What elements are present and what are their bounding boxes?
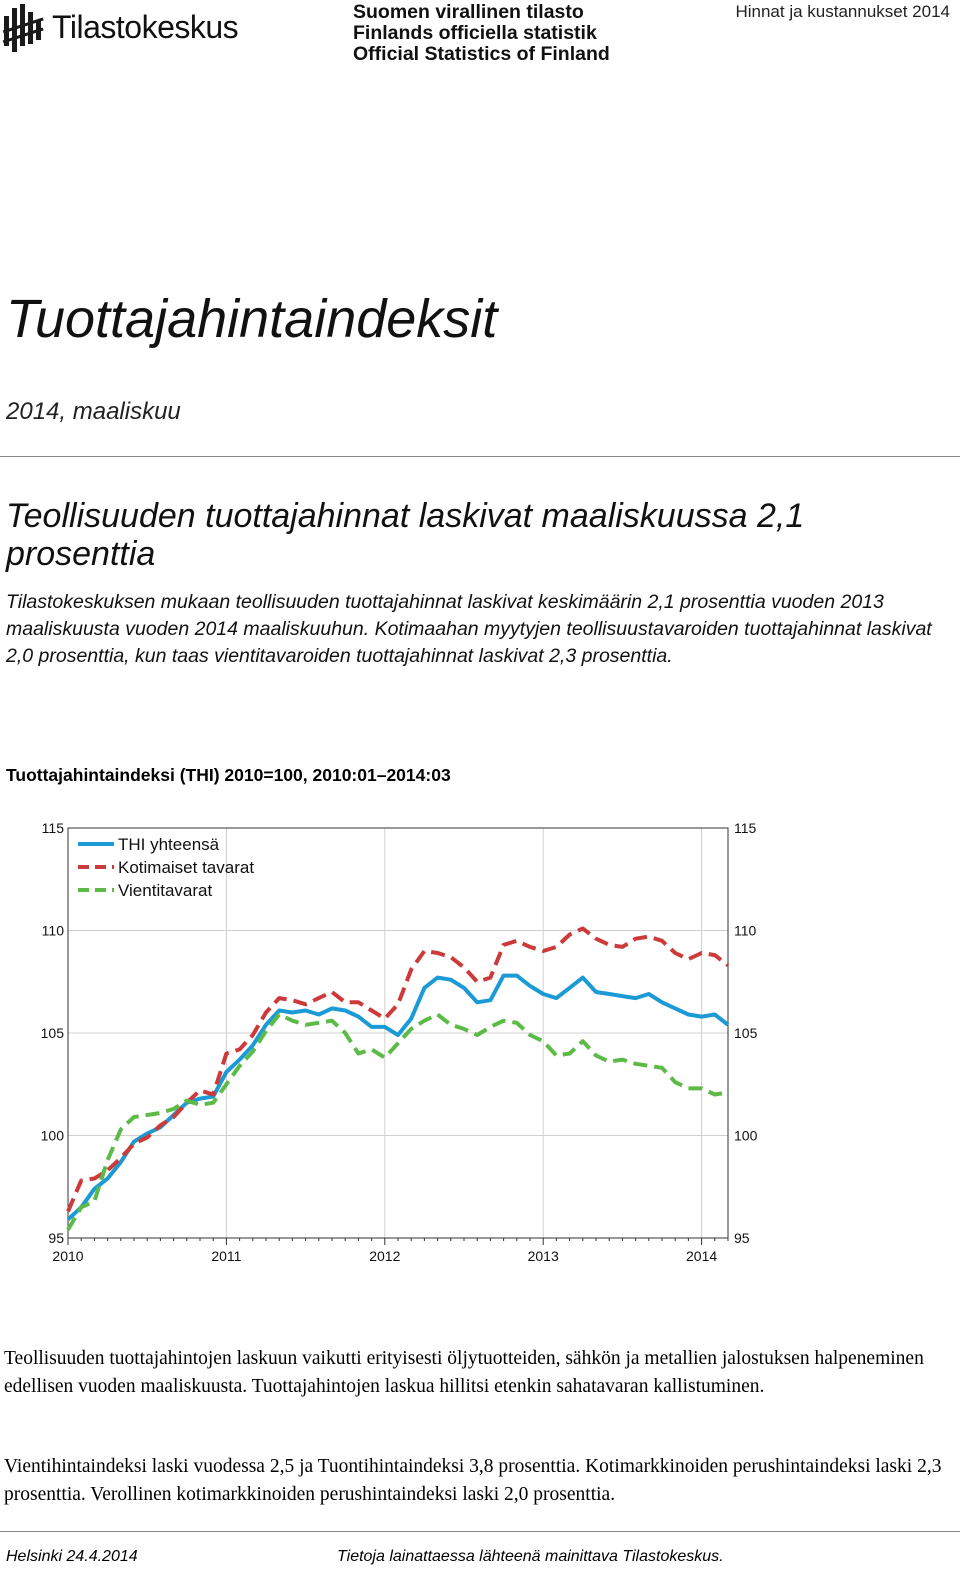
body-paragraph-2: Vientihintaindeksi laski vuodessa 2,5 ja Tuontihintaindeksi 3,8 prosenttia. Kotimarkkinoiden perushintaindeksi laski 2,3 prosenttia. Verollinen kotimarkkinoiden perushintaindeksi laski 2,0 prosenttia. xyxy=(4,1456,942,1505)
y-tick-label-right: 110 xyxy=(734,922,757,939)
footer-divider xyxy=(0,1531,960,1532)
divider xyxy=(0,456,960,457)
series-line-2 xyxy=(68,929,728,1212)
legend-label: Vientitavarat xyxy=(118,881,213,900)
footer-citation: Tietoja lainattaessa lähteenä mainittava Tilastokeskus. xyxy=(337,1548,724,1565)
official-statistics-label xyxy=(353,2,610,65)
footer-place-date: Helsinki 24.4.2014 xyxy=(6,1548,138,1565)
publication-label: Hinnat ja kustannukset 2014 xyxy=(735,2,950,21)
chart-svg xyxy=(0,815,780,1275)
logo-wordmark: Tilastokeskus xyxy=(52,8,239,45)
tilastokeskus-logo-icon xyxy=(2,2,46,54)
legend-label: Kotimaiset tavarat xyxy=(118,858,255,877)
official-line-en: Official Statistics of Finland xyxy=(353,43,610,65)
chart xyxy=(0,815,780,1280)
x-tick-label: 2010 xyxy=(52,1248,84,1264)
y-tick-label-left: 95 xyxy=(48,1230,64,1246)
page-title: Tuottajahintaindeksit xyxy=(6,289,498,349)
x-tick-label: 2011 xyxy=(211,1248,242,1264)
x-tick-label: 2012 xyxy=(369,1248,401,1264)
body-paragraph-1: Teollisuuden tuottajahintojen laskuun vaikutti erityisesti öljytuotteiden, sähkön ja metallien jalostuksen halpeneminen edellisen vuoden maaliskuusta. Tuottajahintojen laskua hillitsi etenkin sahatavaran kallistuminen. xyxy=(4,1348,924,1397)
official-line-fi: Suomen virallinen tilasto xyxy=(353,1,584,23)
chart-title: Tuottajahintaindeksi (THI) 2010=100, 2010:01–2014:03 xyxy=(6,765,451,785)
y-tick-label-left: 110 xyxy=(41,922,64,939)
y-tick-label-left: 105 xyxy=(40,1025,64,1041)
official-line-sv: Finlands officiella statistik xyxy=(353,22,597,44)
x-tick-label: 2014 xyxy=(686,1248,718,1264)
y-tick-label-right: 115 xyxy=(734,820,757,836)
tilastokeskus-logo xyxy=(2,2,238,54)
headline: Teollisuuden tuottajahinnat laskivat maaliskuussa 2,1 prosenttia xyxy=(6,497,805,573)
y-tick-label-left: 100 xyxy=(40,1127,64,1144)
legend-label: THI yhteensä xyxy=(118,835,220,854)
x-tick-label: 2013 xyxy=(527,1248,559,1264)
release-date: 2014, maaliskuu xyxy=(6,398,181,425)
lead-paragraph: Tilastokeskuksen mukaan teollisuuden tuottajahinnat laskivat keskimäärin 2,1 prosenttia vuoden 2013 maaliskuusta vuoden 2014 maaliskuuhun. Kotimaahan myytyjen teollisuustavaroiden tuottajahinnat laskivat 2,0 prosenttia, kun taas vientitavaroiden tuottajahinnat laskivat 2,3 prosenttia. xyxy=(6,591,932,667)
series-line-1 xyxy=(68,976,728,1220)
y-tick-label-right: 100 xyxy=(734,1127,758,1144)
y-tick-label-right: 105 xyxy=(734,1025,758,1041)
y-tick-label-right: 95 xyxy=(734,1230,750,1246)
y-tick-label-left: 115 xyxy=(41,820,64,836)
